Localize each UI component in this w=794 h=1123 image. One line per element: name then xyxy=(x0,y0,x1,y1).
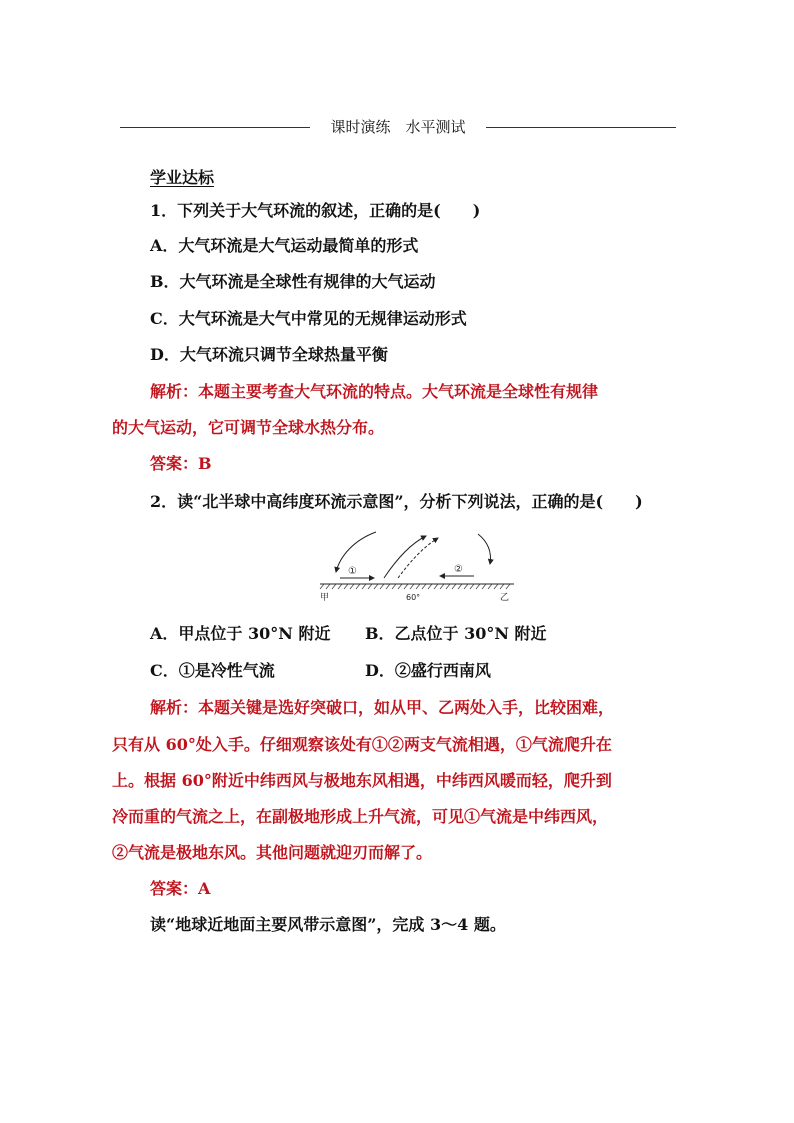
q1-answer: 答案：B xyxy=(150,454,212,473)
q2-analysis-line-4: 冷而重的气流之上，在副极地形成上升气流，可见①气流是中纬西风， xyxy=(112,807,609,826)
rising-arrow xyxy=(384,536,426,578)
header-title: 课时演练 水平测试 xyxy=(330,118,466,136)
circulation-diagram xyxy=(318,528,518,608)
q2-option-b: B．乙点位于 30°N 附近 xyxy=(365,624,547,643)
header-rule-right xyxy=(486,127,676,128)
q2-analysis-line-3: 上。根据 60°附近中纬西风与极地东风相遇，中纬西风暖而轻，爬升到 xyxy=(112,771,612,790)
section-title: 学业达标 xyxy=(150,168,215,187)
marker-1: ① xyxy=(348,566,357,577)
q2-option-a: A．甲点位于 30°N 附近 xyxy=(150,624,331,643)
next-question-intro: 读“地球近地面主要风带示意图”，完成 3～4 题。 xyxy=(150,915,506,934)
marker-2: ② xyxy=(454,564,463,575)
q1-analysis-line-2: 的大气运动，它可调节全球水热分布。 xyxy=(112,418,385,437)
upper-return-arrow-right xyxy=(478,534,491,564)
label-yi: 乙 xyxy=(500,593,510,603)
q2-analysis-line-5: ②气流是极地东风。其他问题就迎刃而解了。 xyxy=(112,843,433,862)
q2-analysis-line-1: 解析：本题关键是选好突破口，如从甲、乙两处入手，比较困难， xyxy=(150,698,615,717)
q1-option-d: D．大气环流只调节全球热量平衡 xyxy=(150,345,388,364)
ground-surface xyxy=(320,584,514,589)
q2-analysis-line-2: 只有从 60°处入手。仔细观察该处有①②两支气流相遇，①气流爬升在 xyxy=(112,735,612,754)
q2-option-c: C．①是冷性气流 xyxy=(150,661,275,680)
q2-answer: 答案：A xyxy=(150,879,211,898)
q1-analysis-line-1: 解析：本题主要考查大气环流的特点。大气环流是全球性有规律 xyxy=(150,382,599,401)
label-60: 60° xyxy=(406,593,421,602)
q2-option-d: D．②盛行西南风 xyxy=(365,661,491,680)
label-jia: 甲 xyxy=(320,593,330,603)
q1-option-b: B．大气环流是全球性有规律的大气运动 xyxy=(150,272,436,291)
q1-option-a: A．大气环流是大气运动最简单的形式 xyxy=(150,236,419,255)
q2-stem: 2．读“北半球中高纬度环流示意图”，分析下列说法，正确的是( ) xyxy=(150,492,643,511)
q1-stem: 1．下列关于大气环流的叙述，正确的是( ) xyxy=(150,201,481,220)
q1-option-c: C．大气环流是大气中常见的无规律运动形式 xyxy=(150,309,467,328)
page-header xyxy=(120,116,676,138)
rising-arrow-dashed xyxy=(398,538,438,578)
header-rule-left xyxy=(120,127,310,128)
